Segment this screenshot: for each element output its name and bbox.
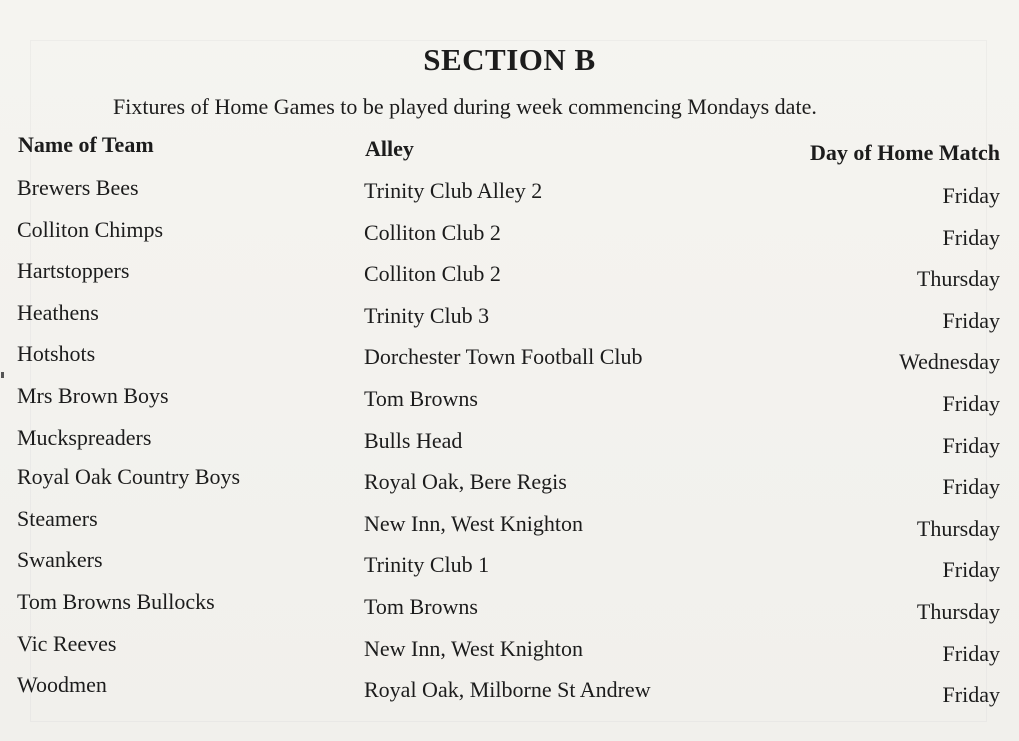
team-name-cell: Colliton Chimps bbox=[17, 216, 164, 242]
home-match-day-cell: Friday bbox=[942, 557, 1000, 583]
team-name-cell: Tom Browns Bullocks bbox=[17, 589, 215, 614]
column-header-alley: Alley bbox=[365, 136, 414, 161]
home-match-day-cell: Friday bbox=[942, 432, 1000, 458]
home-match-day-cell: Friday bbox=[942, 474, 1000, 500]
page-subtitle: Fixtures of Home Games to be played during week commencing Mondays date. bbox=[113, 94, 817, 119]
alley-cell: Colliton Club 2 bbox=[364, 219, 501, 245]
team-name-cell: Swankers bbox=[17, 547, 103, 573]
home-match-day-cell: Friday bbox=[942, 224, 1000, 250]
home-match-day-cell: Friday bbox=[942, 640, 1000, 666]
team-name-cell: Brewers Bees bbox=[17, 175, 139, 200]
alley-cell: Royal Oak, Bere Regis bbox=[364, 469, 567, 495]
alley-cell: Bulls Head bbox=[364, 427, 463, 453]
home-match-day-cell: Thursday bbox=[916, 515, 1000, 541]
home-match-day-cell: Friday bbox=[942, 307, 1000, 333]
team-name-cell: Heathens bbox=[17, 299, 99, 325]
alley-cell: Colliton Club 2 bbox=[364, 261, 501, 287]
home-match-day-cell: Friday bbox=[942, 183, 1000, 208]
home-match-day-cell: Friday bbox=[942, 391, 1000, 416]
alley-cell: Trinity Club 3 bbox=[364, 302, 490, 328]
alley-cell: New Inn, West Knighton bbox=[364, 510, 584, 536]
alley-cell: Tom Browns bbox=[364, 594, 478, 619]
alley-cell: Royal Oak, Milborne St Andrew bbox=[364, 677, 651, 703]
alley-cell: Trinity Club 1 bbox=[364, 552, 490, 578]
home-match-day-cell: Wednesday bbox=[899, 349, 1000, 375]
team-name-cell: Hotshots bbox=[17, 341, 96, 367]
column-header-team: Name of Team bbox=[18, 132, 154, 157]
alley-cell: Trinity Club Alley 2 bbox=[364, 178, 543, 203]
alley-cell: Dorchester Town Football Club bbox=[364, 344, 643, 370]
alley-cell: New Inn, West Knighton bbox=[364, 635, 584, 661]
column-header-day: Day of Home Match bbox=[809, 140, 1000, 165]
page-title: SECTION B bbox=[423, 42, 596, 77]
margin-mark bbox=[1, 372, 4, 378]
team-name-cell: Royal Oak Country Boys bbox=[17, 464, 241, 490]
home-match-day-cell: Friday bbox=[942, 682, 1000, 708]
alley-cell: Tom Browns bbox=[364, 386, 478, 411]
team-name-cell: Steamers bbox=[17, 505, 98, 531]
home-match-day-cell: Thursday bbox=[916, 599, 1000, 624]
team-name-cell: Woodmen bbox=[17, 672, 107, 698]
team-name-cell: Vic Reeves bbox=[17, 630, 117, 656]
team-name-cell: Muckspreaders bbox=[17, 424, 152, 450]
home-match-day-cell: Thursday bbox=[916, 266, 1000, 292]
team-name-cell: Hartstoppers bbox=[17, 258, 130, 284]
team-name-cell: Mrs Brown Boys bbox=[17, 383, 169, 408]
